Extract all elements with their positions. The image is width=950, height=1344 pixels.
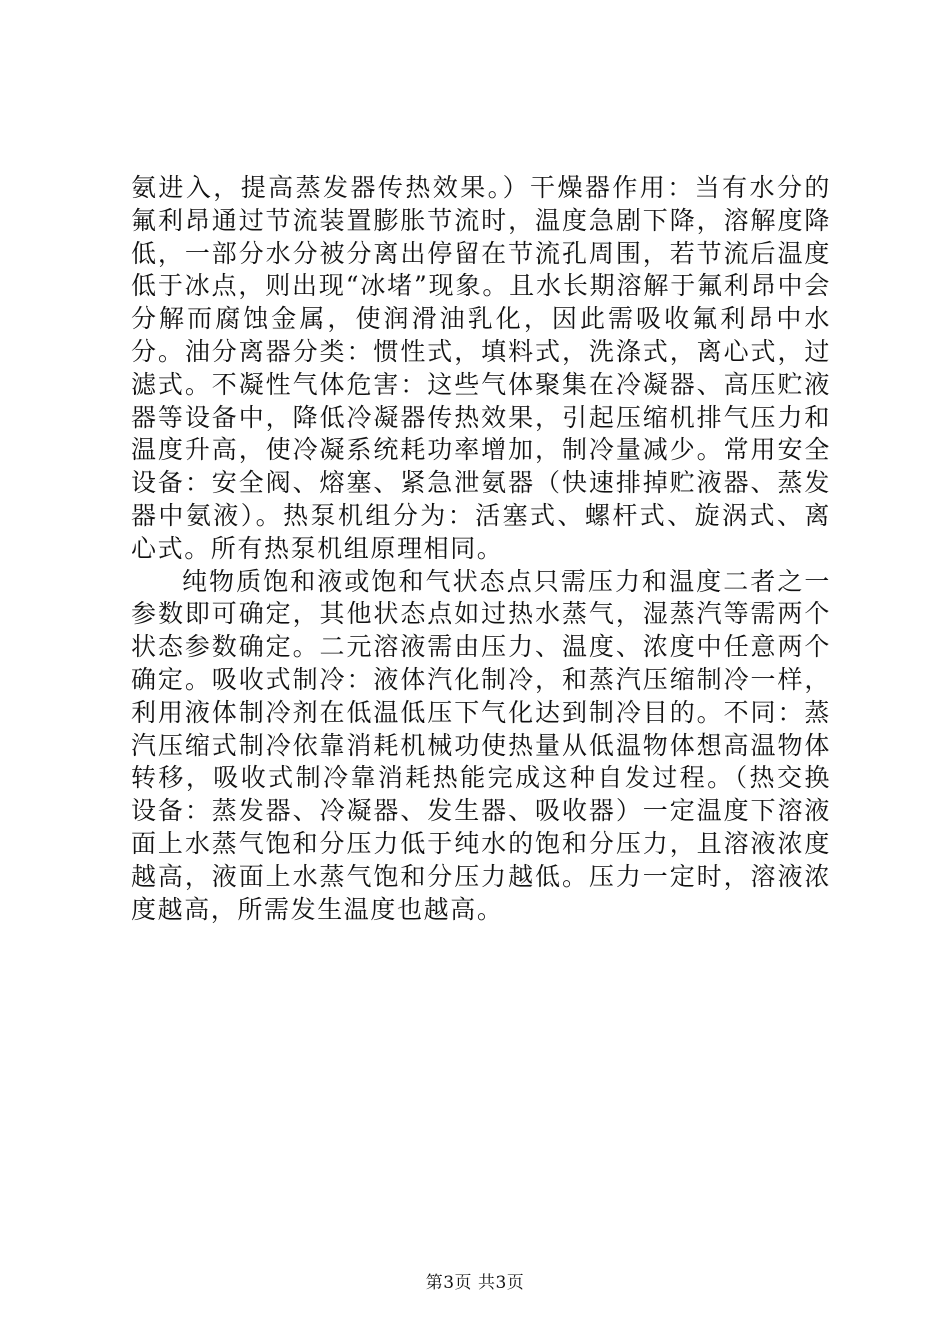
text-line: 紧急泄氨器（快速排掉贮液器、蒸发器中氨液）。热泵机组分	[131, 468, 831, 530]
text-line: 系统耗功率增加，制冷量减少。常用安全设备：安全阀、熔塞、	[131, 435, 831, 498]
page-number-label: 第3页 共3页	[425, 1273, 525, 1293]
text-line: 数即可确定，其他状态点如过热水蒸气，湿蒸汽等需两个状态	[131, 599, 831, 662]
text-line: 冷凝器、发生器、吸收器）一定温度下溶液面上水蒸气饱和分	[131, 796, 832, 858]
body-text	[131, 172, 831, 926]
text-line: 气体危害：这些气体聚集在冷凝器、高压贮液器等设备中，降	[131, 369, 831, 432]
text-line: 制冷剂在低温低压下气化达到制冷目的。不同：蒸汽压缩式制	[131, 697, 831, 760]
text-line: 同。	[450, 533, 504, 563]
paragraph-2	[131, 566, 831, 927]
text-line: 参数确定。二元溶液需由压力、温度、浓度中任意两个确定。	[131, 632, 831, 694]
text-line: 制冷靠消耗热能完成这种自发过程。（热交换设备：蒸发器、	[131, 763, 831, 826]
text-line: 压力低于纯水的饱和分压力，且溶液浓度越高，液面上水蒸气	[131, 828, 831, 891]
text-line: 吸收式制冷：液体汽化制冷，和蒸汽压缩制冷一样，利用液体	[131, 664, 831, 727]
text-line: 一部分水分被分离出停留在节流孔周围，若节流后温度低于冰	[131, 238, 831, 301]
text-line: 也越高。	[397, 894, 504, 924]
text-line: 腐蚀金属，使润滑油乳化，因此需吸收氟利昂中水分。油分离	[131, 304, 832, 366]
text-line: 饱和分压力越低。压力一定时，溶液浓度越高，所需发生温度	[131, 861, 831, 924]
text-line: 利昂通过节流装置膨胀节流时，温度急剧下降，溶解度降低，	[131, 205, 831, 268]
text-line: 为：活塞式、螺杆式、旋涡式、离心式。所有热泵机组原理相	[131, 500, 831, 563]
text-line: 低冷凝器传热效果，引起压缩机排气压力和温度升高，使冷凝	[131, 402, 832, 465]
text-line: 氨进入，提高蒸发器传热效果。）干燥器作用：当有水分的氟	[131, 173, 831, 235]
text-line: 冷依靠消耗机械功使热量从低温物体想高温物体转移，吸收式	[131, 730, 831, 793]
paragraph-1	[131, 172, 831, 566]
text-line: 点，则出现“冰堵”现象。且水长期溶解于氟利昂中会分解而	[131, 271, 831, 334]
text-line: 器分类：惯性式，填料式，洗涤式，离心式，过滤式。不凝性	[131, 336, 831, 399]
page-footer	[0, 1272, 950, 1294]
text-line: 纯物质饱和液或饱和气状态点只需压力和温度二者之一参	[131, 566, 831, 629]
